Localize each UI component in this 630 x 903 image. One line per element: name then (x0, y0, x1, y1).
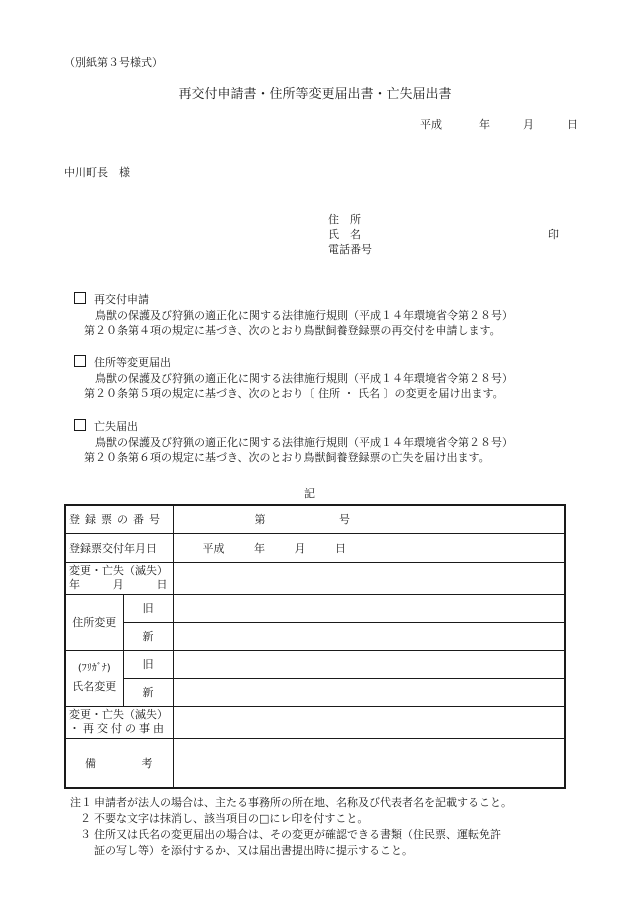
section-change-line2: 第２０条第５項の規定に基づき、次のとおり〔 住所 ・ 氏名 〕の変更を届け出ます。 (84, 387, 504, 400)
ki-heading: 記 (304, 487, 315, 500)
change-checkbox[interactable] (74, 355, 86, 367)
date-day: 日 (567, 118, 578, 131)
address-old-field[interactable] (173, 594, 565, 622)
row-name-new (65, 678, 565, 706)
applicant-name-label: 氏 名 (328, 228, 361, 241)
row-name-old (65, 650, 565, 678)
address-new-label: 新 (123, 622, 173, 650)
name-change-label: (ﾌﾘｶﾞﾅ) 氏名変更 (65, 650, 123, 706)
section-loss-line2: 第２０条第６項の規定に基づき、次のとおり鳥獣飼養登録票の亡失を届け出ます。 (84, 451, 490, 464)
address-old-label: 旧 (123, 594, 173, 622)
remarks-label: 備 考 (65, 738, 173, 788)
date-year: 年 (479, 118, 490, 131)
remarks-field[interactable] (173, 738, 565, 788)
name-new-field[interactable] (173, 678, 565, 706)
row-remarks (65, 738, 565, 788)
section-change-line1: 鳥獣の保護及び狩猟の適正化に関する法律施行規則（平成１４年環境省令第２８号） (95, 372, 513, 385)
change-date-field[interactable] (173, 562, 565, 594)
note-2: ２ 不要な文字は抹消し、該当項目の□にレ印を付すこと。 (80, 812, 369, 825)
reissue-checkbox[interactable] (74, 292, 86, 304)
reg-number-label: 登録票の番号 (65, 505, 173, 533)
date-month: 月 (523, 118, 534, 131)
section-loss-line1: 鳥獣の保護及び狩猟の適正化に関する法律施行規則（平成１４年環境省令第２８号） (95, 436, 513, 449)
row-change-date (65, 562, 565, 594)
row-address-new (65, 622, 565, 650)
row-address-old (65, 594, 565, 622)
note-3-cont: 証の写し等）を添付するか、又は届出書提出時に提示すること。 (94, 844, 413, 857)
page-title: 再交付申請書・住所等変更届出書・亡失届出書 (178, 87, 452, 102)
name-old-label: 旧 (123, 650, 173, 678)
row-reg-number (65, 505, 565, 533)
issue-date-field[interactable]: 平成 年 月 日 (173, 533, 565, 562)
section-loss-title: 亡失届出 (74, 418, 138, 434)
reason-label: 変更・亡失（滅失） ・再交付の事由 (65, 706, 173, 738)
notes (70, 795, 512, 859)
seal-mark: 印 (548, 228, 559, 241)
name-old-field[interactable] (173, 650, 565, 678)
note-3: ３ 住所又は氏名の変更届出の場合は、その変更が確認できる書類（住民票、運転免許 (80, 828, 501, 841)
date-line (420, 116, 578, 132)
date-era: 平成 (420, 118, 442, 131)
loss-checkbox[interactable] (74, 419, 86, 431)
row-reason (65, 706, 565, 738)
change-date-label: 変更・亡失（滅失） 年 月 日 (65, 562, 173, 594)
reason-field[interactable] (173, 706, 565, 738)
section-reissue-line1: 鳥獣の保護及び狩猟の適正化に関する法律施行規則（平成１４年環境省令第２８号） (95, 309, 513, 322)
registration-table (64, 504, 566, 789)
form-label: （別紙第３号様式） (64, 56, 163, 69)
addressee: 中川町長 様 (64, 166, 130, 179)
row-issue-date (65, 533, 565, 562)
reg-number-field[interactable]: 第 号 (173, 505, 565, 533)
applicant-phone-label: 電話番号 (328, 243, 372, 256)
section-change-title: 住所等変更届出 (74, 354, 171, 370)
applicant-address-label: 住 所 (328, 213, 361, 226)
section-reissue-line2: 第２０条第４項の規定に基づき、次のとおり鳥獣飼養登録票の再交付を申請します。 (84, 324, 501, 337)
address-new-field[interactable] (173, 622, 565, 650)
address-change-label: 住所変更 (65, 594, 123, 650)
issue-date-label: 登録票交付年月日 (65, 533, 173, 562)
section-reissue-title: 再交付申請 (74, 291, 149, 307)
name-new-label: 新 (123, 678, 173, 706)
note-1: 注１ 申請者が法人の場合は、主たる事務所の所在地、名称及び代表者名を記載すること。 (70, 796, 512, 809)
